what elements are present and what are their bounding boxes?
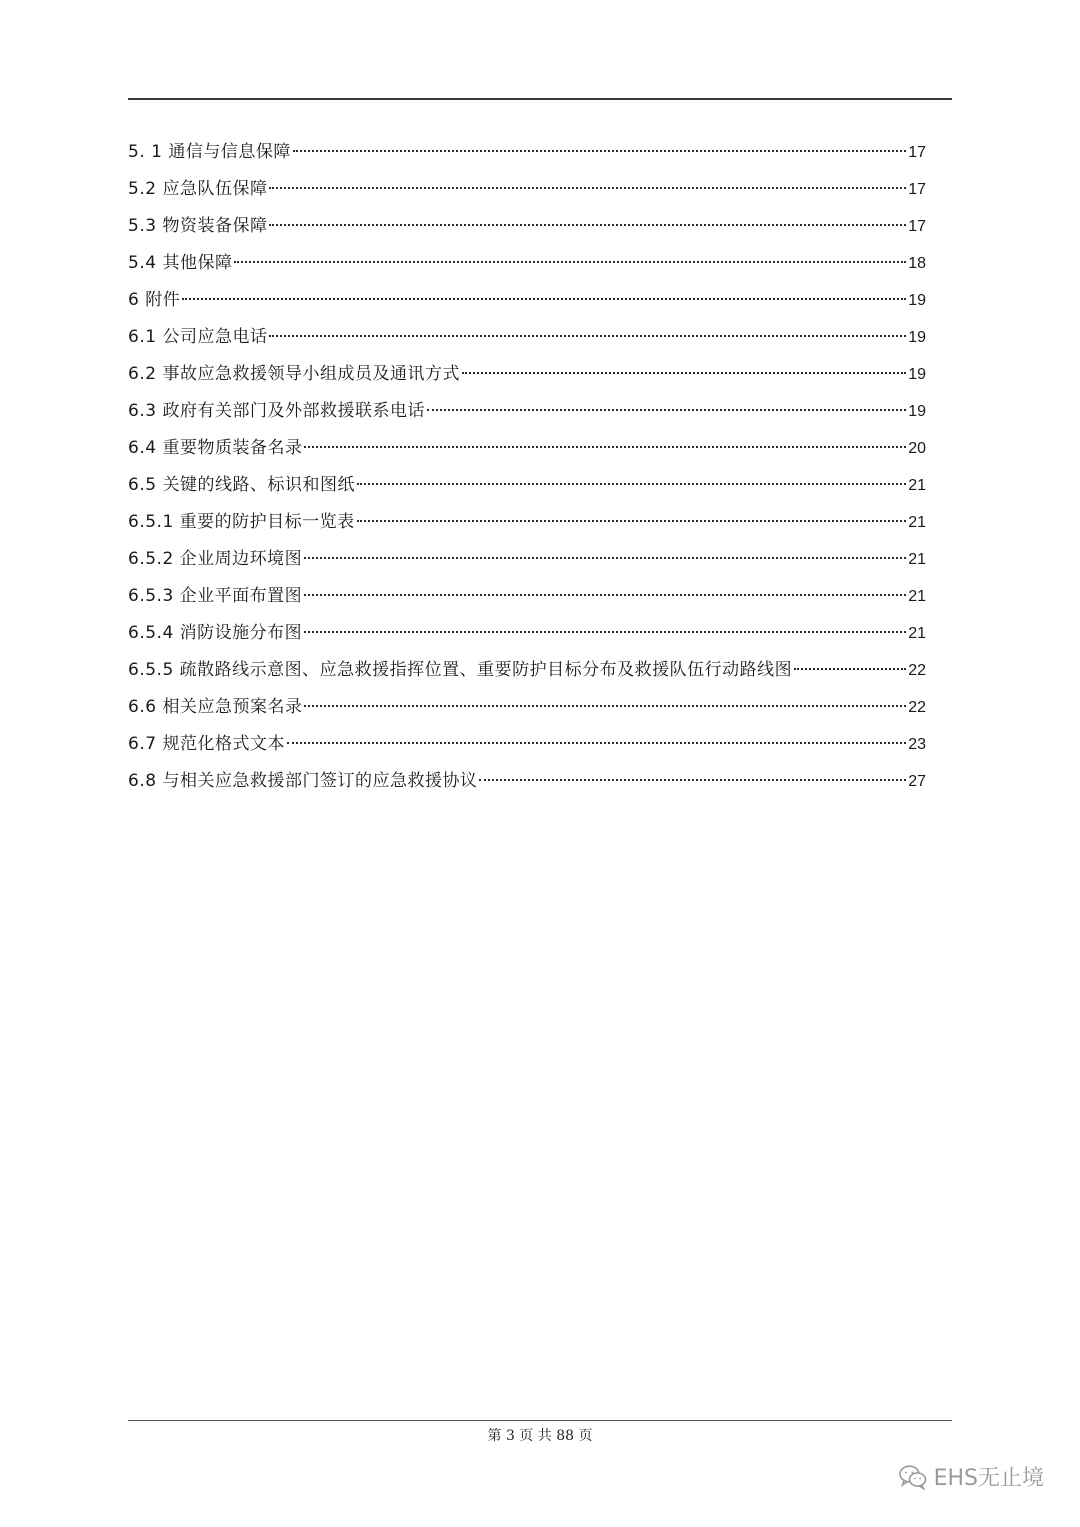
toc-dot-leader (304, 446, 906, 448)
toc-entry[interactable] (128, 134, 926, 171)
toc-dot-leader (304, 631, 906, 633)
toc-entry-page-number: 22 (908, 662, 926, 679)
toc-entry-page-number: 17 (908, 218, 926, 235)
toc-dot-leader (304, 705, 906, 707)
toc-dot-leader (269, 335, 906, 337)
header-divider (128, 98, 952, 100)
toc-entry[interactable] (128, 171, 926, 208)
page-footer: 第 3 页 共 88 页 (487, 1428, 593, 1444)
toc-entry[interactable] (128, 245, 926, 282)
toc-entry[interactable] (128, 652, 926, 689)
toc-entry[interactable] (128, 430, 926, 467)
toc-dot-leader (304, 594, 906, 596)
toc-dot-leader (794, 668, 906, 670)
toc-entry-title: 5.4 其他保障 (128, 253, 233, 273)
toc-entry-page-number: 18 (908, 255, 926, 272)
toc-entry-title: 6 附件 (128, 290, 181, 310)
toc-dot-leader (287, 742, 906, 744)
toc-entry-page-number: 19 (908, 366, 926, 383)
toc-entry[interactable] (128, 319, 926, 356)
toc-dot-leader (269, 187, 906, 189)
wechat-icon (898, 1464, 928, 1490)
toc-entry-title: 6.7 规范化格式文本 (128, 734, 285, 754)
table-of-contents (128, 134, 926, 800)
toc-entry-title: 6.5.5 疏散路线示意图、应急救援指挥位置、重要防护目标分布及救援队伍行动路线图 (128, 660, 793, 680)
toc-entry[interactable] (128, 393, 926, 430)
toc-entry-title: 6.6 相关应急预案名录 (128, 697, 303, 717)
toc-entry-page-number: 27 (908, 773, 926, 790)
toc-entry-page-number: 22 (908, 699, 926, 716)
toc-entry-page-number: 20 (908, 440, 926, 457)
toc-entry-page-number: 19 (908, 403, 926, 420)
toc-entry[interactable] (128, 689, 926, 726)
toc-entry-page-number: 21 (908, 477, 926, 494)
toc-entry-title: 6.8 与相关应急救援部门签订的应急救援协议 (128, 771, 478, 791)
toc-entry-page-number: 21 (908, 514, 926, 531)
toc-entry-title: 6.5 关键的线路、标识和图纸 (128, 475, 355, 495)
toc-entry-page-number: 21 (908, 625, 926, 642)
toc-entry-page-number: 19 (908, 329, 926, 346)
toc-entry-page-number: 19 (908, 292, 926, 309)
toc-dot-leader (357, 520, 907, 522)
toc-entry-page-number: 21 (908, 551, 926, 568)
toc-entry[interactable] (128, 578, 926, 615)
toc-entry[interactable] (128, 208, 926, 245)
toc-entry-title: 6.2 事故应急救援领导小组成员及通讯方式 (128, 364, 460, 384)
watermark-text: EHS无止境 (933, 1466, 1044, 1491)
toc-dot-leader (462, 372, 906, 374)
toc-entry-title: 6.3 政府有关部门及外部救援联系电话 (128, 401, 425, 421)
toc-dot-leader (479, 779, 906, 781)
toc-entry-page-number: 21 (908, 588, 926, 605)
toc-dot-leader (182, 298, 906, 300)
toc-dot-leader (357, 483, 906, 485)
toc-entry[interactable] (128, 763, 926, 800)
toc-entry-title: 5.3 物资装备保障 (128, 216, 268, 236)
toc-entry-title: 6.5.4 消防设施分布图 (128, 623, 303, 643)
toc-entry[interactable] (128, 467, 926, 504)
toc-entry-title: 6.5.1 重要的防护目标一览表 (128, 512, 355, 532)
toc-entry-page-number: 17 (908, 181, 926, 198)
footer-divider (128, 1420, 952, 1421)
toc-entry[interactable] (128, 726, 926, 763)
toc-dot-leader (234, 261, 906, 263)
toc-entry-title: 6.4 重要物质装备名录 (128, 438, 303, 458)
toc-entry[interactable] (128, 282, 926, 319)
toc-dot-leader (293, 150, 906, 152)
toc-entry[interactable] (128, 356, 926, 393)
toc-dot-leader (304, 557, 906, 559)
toc-entry-page-number: 17 (908, 144, 926, 161)
toc-entry-title: 6.5.2 企业周边环境图 (128, 549, 303, 569)
toc-entry-title: 5. 1 通信与信息保障 (128, 142, 291, 162)
toc-dot-leader (427, 409, 906, 411)
toc-entry[interactable] (128, 541, 926, 578)
toc-entry-title: 5.2 应急队伍保障 (128, 179, 268, 199)
toc-entry-page-number: 23 (908, 736, 926, 753)
watermark (898, 1461, 1044, 1492)
toc-entry[interactable] (128, 504, 926, 541)
toc-entry[interactable] (128, 615, 926, 652)
toc-entry-title: 6.1 公司应急电话 (128, 327, 268, 347)
toc-dot-leader (269, 224, 906, 226)
toc-entry-title: 6.5.3 企业平面布置图 (128, 586, 303, 606)
